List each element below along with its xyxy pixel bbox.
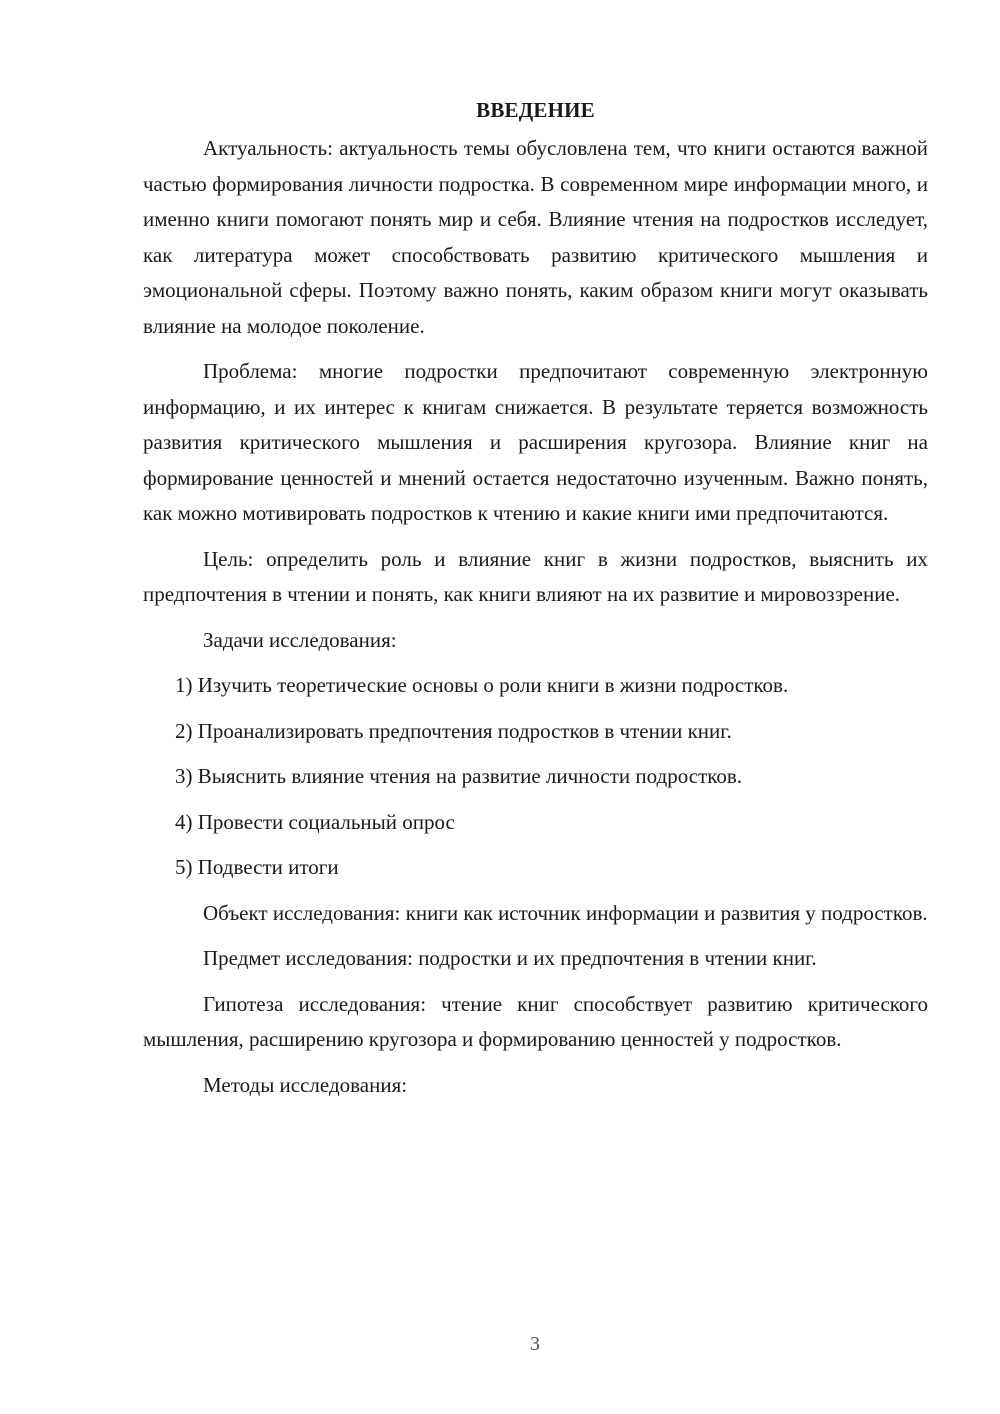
methods-heading: Методы исследования: <box>203 1072 408 1097</box>
paragraph-problem: Проблема: многие подростки предпочитают современную электронную информацию, и их интерес к книгам снижается. В результате теряется возможность развития критического мышления и расширения кругозора. Влияние книг на формирование ценностей и мнений остается недостаточно изученным. Важно понять, как можно мотивировать подростков к чтению и какие книги ими предпочитаются. <box>143 359 928 525</box>
paragraph-object: Объект исследования: книги как источник информации и развития у подростков. <box>203 900 928 925</box>
list-item: 3) Выяснить влияние чтения на развитие личности подростков. <box>175 764 743 788</box>
paragraph-subject: Предмет исследования: подростки и их предпочтения в чтении книг. <box>203 946 817 970</box>
document-title: ВВЕДЕНИЕ <box>476 98 595 122</box>
paragraph-goal: Цель: определить роль и влияние книг в жизни подростков, выяснить их предпочтения в чтении и понять, как книги влияют на их развитие и мировоззрение. <box>143 546 928 606</box>
list-item: 2) Проанализировать предпочтения подростков в чтении книг. <box>175 718 732 743</box>
list-item: 5) Подвести итоги <box>175 855 339 879</box>
page-number: 3 <box>530 1333 540 1355</box>
list-item: 4) Провести социальный опрос <box>175 809 455 834</box>
tasks-list <box>143 668 928 886</box>
tasks-heading: Задачи исследования: <box>203 627 397 652</box>
list-item: 1) Изучить теоретические основы о роли книги в жизни подростков. <box>175 673 789 697</box>
paragraph-relevance: Актуальность: актуальность темы обусловлена тем, что книги остаются важной частью формирования личности подростка. В современном мире информации много, и именно книги помогают понять мир и себя. Влияние чтения на подростков исследует, как литература может способствовать развитию критического мышления и эмоциональной сферы. Поэтому важно понять, каким образом книги могут оказывать влияние на молодое поколение. <box>143 136 928 338</box>
paragraph-hypothesis: Гипотеза исследования: чтение книг способствует развитию критического мышления, расширению кругозора и формированию ценностей у подростков. <box>143 991 928 1051</box>
document-page <box>143 92 928 1113</box>
